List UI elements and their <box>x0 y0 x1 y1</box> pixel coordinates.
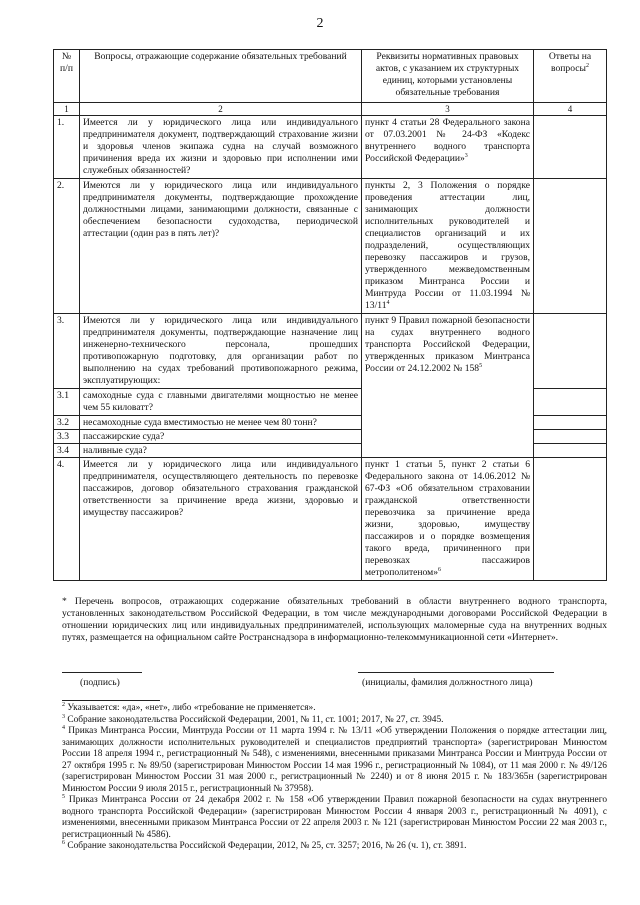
row-question: наливные суда? <box>80 444 362 458</box>
row-no: 3. <box>54 314 80 389</box>
footnote-number: 6 <box>62 839 65 846</box>
row-answer-cell[interactable] <box>534 458 607 581</box>
row-question: пассажирские суда? <box>80 430 362 444</box>
row-answer-cell[interactable] <box>534 179 607 314</box>
row-requisite-footnote: 5 <box>479 362 483 369</box>
row-no: 3.3 <box>54 430 80 444</box>
row-no: 3.2 <box>54 416 80 430</box>
header-requisites: Реквизиты нормативных правовых актов, с указанием их структурных единиц, которыми установлены обязательные требования <box>362 50 534 103</box>
table-row <box>54 179 607 314</box>
page-number: 2 <box>316 16 324 31</box>
row-question: Имеются ли у юридического лица или индивидуального предпринимателя документы, подтверждающие прохождение должностными лицами, занимающими должности, связанные с обеспечением безопасности судоходства, периодической аттестации (один раз в пять лет)? <box>80 179 362 314</box>
footnote <box>62 726 607 795</box>
name-line <box>358 672 554 673</box>
row-question: Имеются ли у юридического лица или индивидуального предпринимателя документы, подтверждающие назначение лиц инженерно-технического персонала, прошедших противопожарную подготовку, для организации работ по выполнению на судах требований противопожарного режима, эксплуатирующих: <box>80 314 362 389</box>
row-no: 2. <box>54 179 80 314</box>
row-requisite <box>362 458 534 581</box>
row-no: 4. <box>54 458 80 581</box>
table-header-row <box>54 50 607 103</box>
footnote <box>62 841 607 853</box>
row-requisite-footnote: 4 <box>386 299 390 306</box>
footnote-text: Приказ Минтранса России, Минтруда России от 11 марта 1994 г. № 13/11 «Об утверждении Положения о порядке аттестации лиц, занимающих должности исполнительных руководителей и специалистов предприятий транспорта» (зарегистрирован Минюстом России 18 апреля 1994 г., регистрационный № 548), с изменениями, внесенными приказами Минтранса России и Минтруда России от 27 октября 1995 г. № 89/50 (зарегистрирован Минюстом России 14 мая 1996 г., регистрационный № 1084), от 11 мая 2000 г. № 49/126 (зарегистрирован Минюстом России 31 мая 2000 г., регистрационный № 2240) и от 8 июня 2015 г. № 183/365н (зарегистрирован Минюстом России 9 июля 2015 г., регистрационный № 37958). <box>62 726 608 794</box>
row-requisite <box>362 116 534 179</box>
signature-line <box>62 672 142 673</box>
col-number-2: 2 <box>80 103 362 116</box>
row-answer-cell[interactable] <box>534 444 607 458</box>
row-requisite-text: пункты 2, 3 Положения о порядке проведения аттестации лиц, занимающих должности исполнительных руководителей и специалистов организаций и их подразделений, осуществляющих перевозку пассажиров и грузов, утвержденного межведомственным приказом Минтранса России и Минтруда России от 11.03.1994 № 13/11 <box>365 180 530 311</box>
footnote-number: 4 <box>62 724 65 731</box>
footnote <box>62 795 607 841</box>
name-label: (инициалы, фамилия должностного лица) <box>362 677 533 688</box>
footnotes <box>62 703 607 853</box>
signature-label: (подпись) <box>80 677 120 688</box>
footnote-text: Указывается: «да», «нет», либо «требование не применяется». <box>67 703 316 713</box>
row-answer-cell[interactable] <box>534 416 607 430</box>
row-answer-cell[interactable] <box>534 314 607 389</box>
column-number-row <box>54 103 607 116</box>
row-requisite-text: пункт 4 статьи 28 Федерального закона от 07.03.2001 № 24-ФЗ «Кодекс внутреннего водного транспорта Российской Федерации» <box>365 117 530 164</box>
row-no: 3.4 <box>54 444 80 458</box>
footnote-text: Собрание законодательства Российской Федерации, 2001, № 11, ст. 1001; 2017, № 27, ст. 3945. <box>67 714 444 725</box>
row-no: 3.1 <box>54 389 80 416</box>
footnote-text: Собрание законодательства Российской Федерации, 2012, № 25, ст. 3257; 2016, № 26 (ч. 1), ст. 3891. <box>67 841 467 851</box>
header-question: Вопросы, отражающие содержание обязательных требований <box>80 50 362 103</box>
col-number-1: 1 <box>54 103 80 116</box>
row-requisite <box>362 179 534 314</box>
header-answers-text: Ответы на вопросы <box>548 51 592 74</box>
header-answers <box>534 50 607 103</box>
row-answer-cell[interactable] <box>534 389 607 416</box>
row-requisite-footnote: 3 <box>464 152 468 159</box>
col-number-4: 4 <box>534 103 607 116</box>
row-requisite-text: пункт 9 Правил пожарной безопасности на судах внутреннего водного транспорта Российской Федерации, утвержденных приказом Минтранса России от 24.12.2002 № 158 <box>365 315 530 374</box>
footnote-number: 5 <box>62 793 65 800</box>
list-placement-note: * Перечень вопросов, отражающих содержание обязательных требований в области внутреннего водного транспорта, установленных законодательством Российской Федерации, в том числе международными договорами Российской Федерации в отношении юридических лиц или индивидуальных предпринимателей, использующих маломерные суда на внутренних водных путях, размещается на официальном сайте Ространснадзора в информационно-телекоммуникационной сети «Интернет». <box>62 596 607 643</box>
row-answer-cell[interactable] <box>534 430 607 444</box>
col-number-3: 3 <box>362 103 534 116</box>
row-answer-cell[interactable] <box>534 116 607 179</box>
footnote-text: Приказ Минтранса России от 24 декабря 2002 г. № 158 «Об утверждении Правил пожарной безопасности на судах внутреннего водного транспорта Российской Федерации» (зарегистрирован Минюстом России 4 января 2003 г., регистрационный № 4091), с изменениями, внесенными приказом Минтранса России от 22 апреля 2003 г. № 121 (зарегистрирован Минюстом России 22 мая 2003 г., регистрационный № 4586). <box>62 795 608 840</box>
row-requisite <box>362 314 534 458</box>
row-question: несамоходные суда вместимостью не менее чем 80 тонн? <box>80 416 362 430</box>
footnote-separator <box>62 700 160 701</box>
row-question: Имеется ли у юридического лица или индивидуального предпринимателя, осуществляющего деятельность по перевозке пассажиров, договор обязательного страхования гражданской ответственности за причинение вреда жизни, здоровью и имуществу пассажиров? <box>80 458 362 581</box>
footnote <box>62 715 607 727</box>
footnote-number: 2 <box>62 701 65 708</box>
row-question: самоходные суда с главными двигателями мощностью не менее чем 55 киловатт? <box>80 389 362 416</box>
table-row <box>54 314 607 389</box>
row-no: 1. <box>54 116 80 179</box>
requirements-table <box>53 49 607 581</box>
row-question: Имеется ли у юридического лица или индивидуального предпринимателя документ, подтверждающий страхование жизни и здоровья членов экипажа судна на случай возможного причинения вреда их жизни и здоровью при исполнении ими служебных обязанностей? <box>80 116 362 179</box>
table-row <box>54 116 607 179</box>
footnote-number: 3 <box>62 713 65 720</box>
header-no: № п/п <box>54 50 80 103</box>
row-requisite-text: пункт 1 статьи 5, пункт 2 статьи 6 Федерального закона от 14.06.2012 № 67-ФЗ «Об обязательном страховании гражданской ответственности перевозчика за причинение вреда жизни, здоровью, имуществу пассажиров и о порядке возмещения такого вреда, причиненного при перевозках пассажиров метрополитеном» <box>365 459 530 578</box>
header-answers-footnote: 2 <box>585 62 589 69</box>
row-requisite-footnote: 6 <box>438 566 442 573</box>
table-row <box>54 458 607 581</box>
footnote <box>62 703 607 715</box>
